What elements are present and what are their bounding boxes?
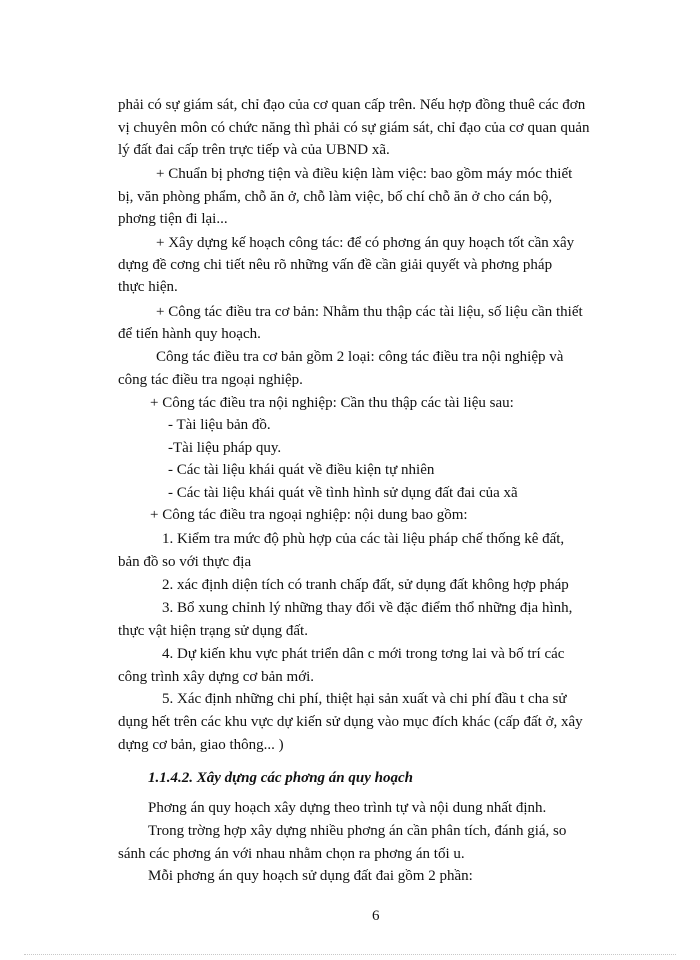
text-line: -Tài liệu pháp quy.: [168, 440, 282, 456]
text-line: công trình xây dựng cơ bản mới.: [118, 669, 315, 685]
text-line: bị, văn phòng phẩm, chỗ ăn ở, chỗ làm việc, bố chí chỗ ăn ở cho cán bộ,: [118, 189, 553, 205]
text-line: - Tài liệu bản đồ.: [168, 417, 271, 433]
text-line: thực hiện.: [118, 279, 178, 295]
text-line: + Chuẩn bị phơng tiện và điều kiện làm việc: bao gồm máy móc thiết: [156, 166, 573, 182]
text-line: dựng đề cơng chi tiết nêu rõ những vấn đề cần giải quyết và phơng pháp: [118, 257, 553, 273]
text-line: bản đồ so với thực địa: [118, 554, 252, 570]
page-bottom-divider: [24, 954, 676, 955]
text-line: Mỗi phơng án quy hoạch sử dụng đất đai gồm 2 phần:: [148, 868, 473, 884]
text-line: Công tác điều tra cơ bản gồm 2 loại: công tác điều tra nội nghiệp và: [156, 349, 564, 365]
text-line: phơng tiện đi lại...: [118, 211, 228, 227]
text-line: + Công tác điều tra cơ bản: Nhằm thu thập các tài liệu, số liệu cần thiết: [156, 304, 583, 320]
page-number: 6: [372, 908, 380, 924]
text-line: + Công tác điều tra ngoại nghiệp: nội dung bao gồm:: [150, 507, 468, 523]
text-line: phải có sự giám sát, chỉ đạo của cơ quan cấp trên. Nếu hợp đồng thuê các đơn: [118, 97, 586, 113]
text-line: + Xây dựng kế hoạch công tác: để có phơng án quy hoạch tốt cần xây: [156, 235, 575, 251]
text-line: công tác điều tra ngoại nghiệp.: [118, 372, 303, 388]
text-line: Phơng án quy hoạch xây dựng theo trình tự và nội dung nhất định.: [148, 800, 547, 816]
text-line: sánh các phơng án với nhau nhằm chọn ra phơng án tối u.: [118, 846, 465, 862]
text-line: Trong trờng hợp xây dựng nhiều phơng án cần phân tích, đánh giá, so: [148, 823, 567, 839]
section-heading: 1.1.4.2. Xây dựng các phơng án quy hoạch: [148, 770, 413, 786]
text-line: vị chuyên môn có chức năng thì phải có sự giám sát, chỉ đạo của cơ quan quản: [118, 120, 590, 136]
text-line: 2. xác định diện tích có tranh chấp đất, sử dụng đất không hợp pháp: [162, 577, 569, 593]
text-line: 1. Kiểm tra mức độ phù hợp của các tài liệu pháp chế thống kê đất,: [162, 531, 565, 547]
text-line: lý đất đai cấp trên trực tiếp và của UBND xã.: [118, 142, 390, 158]
text-line: để tiến hành quy hoạch.: [118, 326, 261, 342]
text-line: dụng hết trên các khu vực dự kiến sử dụng vào mục đích khác (cấp đất ở, xây: [118, 714, 583, 730]
text-line: thực vật hiện trạng sử dụng đất.: [118, 623, 308, 639]
text-line: 4. Dự kiến khu vực phát triển dân c mới trong tơng lai và bố trí các: [162, 646, 565, 662]
text-line: - Các tài liệu khái quát về tình hình sử dụng đất đai của xã: [168, 485, 518, 501]
text-line: + Công tác điều tra nội nghiệp: Cần thu thập các tài liệu sau:: [150, 395, 514, 411]
text-line: 3. Bổ xung chỉnh lý những thay đổi về đặc điểm thổ những địa hình,: [162, 600, 573, 616]
text-line: - Các tài liệu khái quát về điều kiện tự nhiên: [168, 462, 435, 478]
text-line: dựng cơ bản, giao thông... ): [118, 737, 284, 753]
text-line: 5. Xác định những chi phí, thiệt hại sản xuất và chi phí đầu t cha sử: [162, 691, 567, 707]
